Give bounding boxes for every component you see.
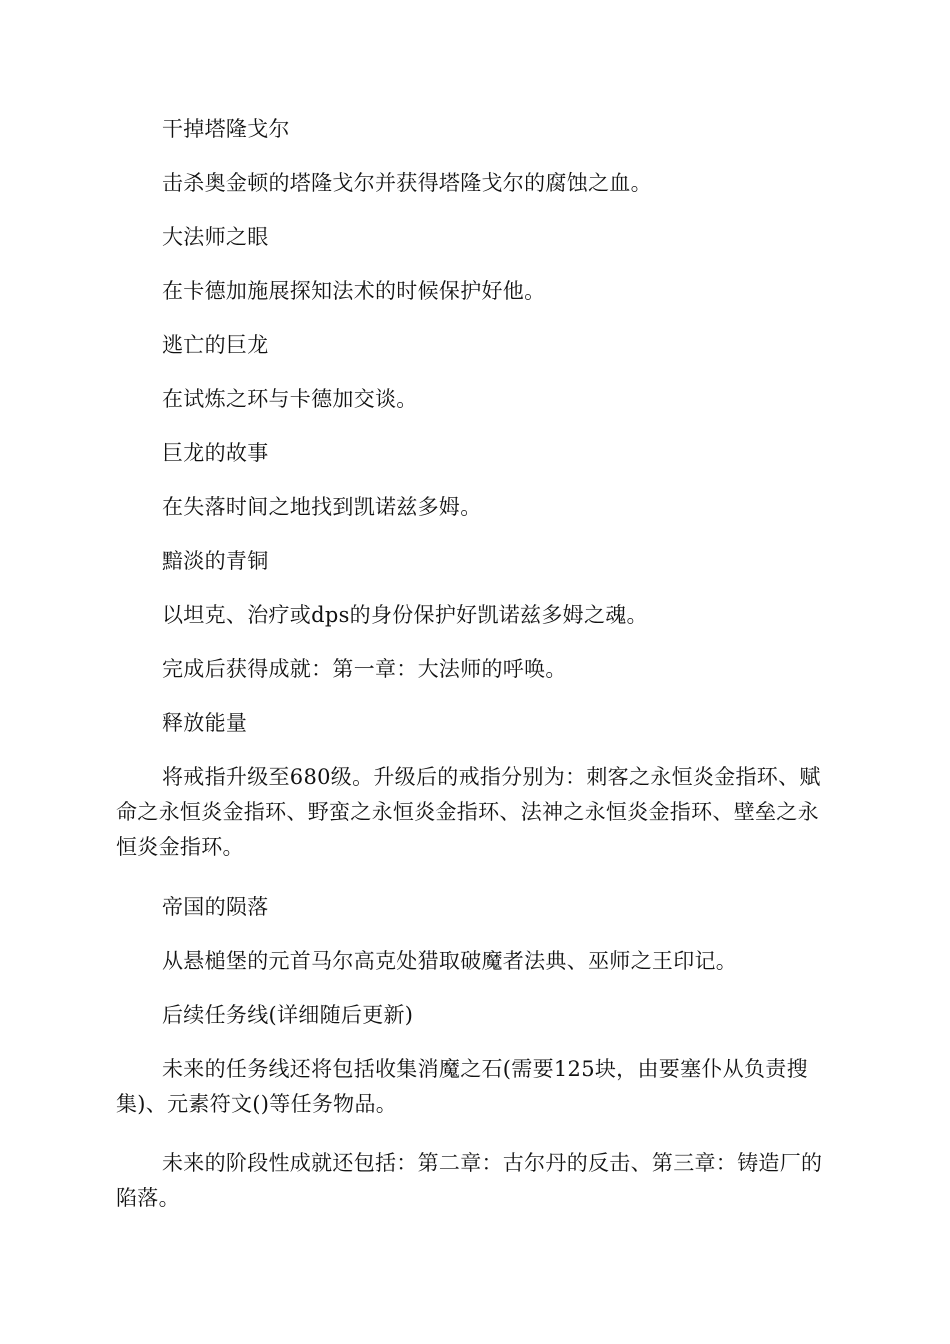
quest-title: 干掉塔隆戈尔 [162, 117, 290, 141]
future-questline-note: 未来的任务线还将包括收集消魔之石(需要125块，由要塞仆从负责搜集)、元素符文()等任务物品。 [116, 1057, 808, 1116]
quest-title: 黯淡的青铜 [162, 549, 269, 573]
quest-description: 在失落时间之地找到凯诺兹多姆。 [162, 495, 482, 519]
quest-title: 巨龙的故事 [162, 441, 269, 465]
quest-title: 逃亡的巨龙 [162, 333, 269, 357]
quest-description: 在卡德加施展探知法术的时候保护好他。 [162, 279, 546, 303]
future-achievement-note: 未来的阶段性成就还包括：第二章：古尔丹的反击、第三章：铸造厂的陷落。 [116, 1151, 823, 1210]
quest-title: 帝国的陨落 [162, 895, 269, 919]
quest-description: 从悬槌堡的元首马尔高克处猎取破魔者法典、巫师之王印记。 [162, 949, 738, 973]
quest-description: 击杀奥金顿的塔隆戈尔并获得塔隆戈尔的腐蚀之血。 [162, 171, 652, 195]
quest-description: 以坦克、治疗或dps的身份保护好凯诺兹多姆之魂。 [162, 603, 648, 627]
quest-title: 大法师之眼 [162, 225, 269, 249]
achievement-note: 完成后获得成就：第一章：大法师的呼唤。 [162, 657, 567, 681]
section-heading: 后续任务线(详细随后更新) [162, 1003, 414, 1027]
quest-description: 将戒指升级至680级。升级后的戒指分别为：刺客之永恒炎金指环、赋命之永恒炎金指环、野蛮之永恒炎金指环、法神之永恒炎金指环、壁垒之永恒炎金指环。 [116, 765, 821, 859]
quest-title: 释放能量 [162, 711, 248, 735]
quest-description: 在试炼之环与卡德加交谈。 [162, 387, 418, 411]
